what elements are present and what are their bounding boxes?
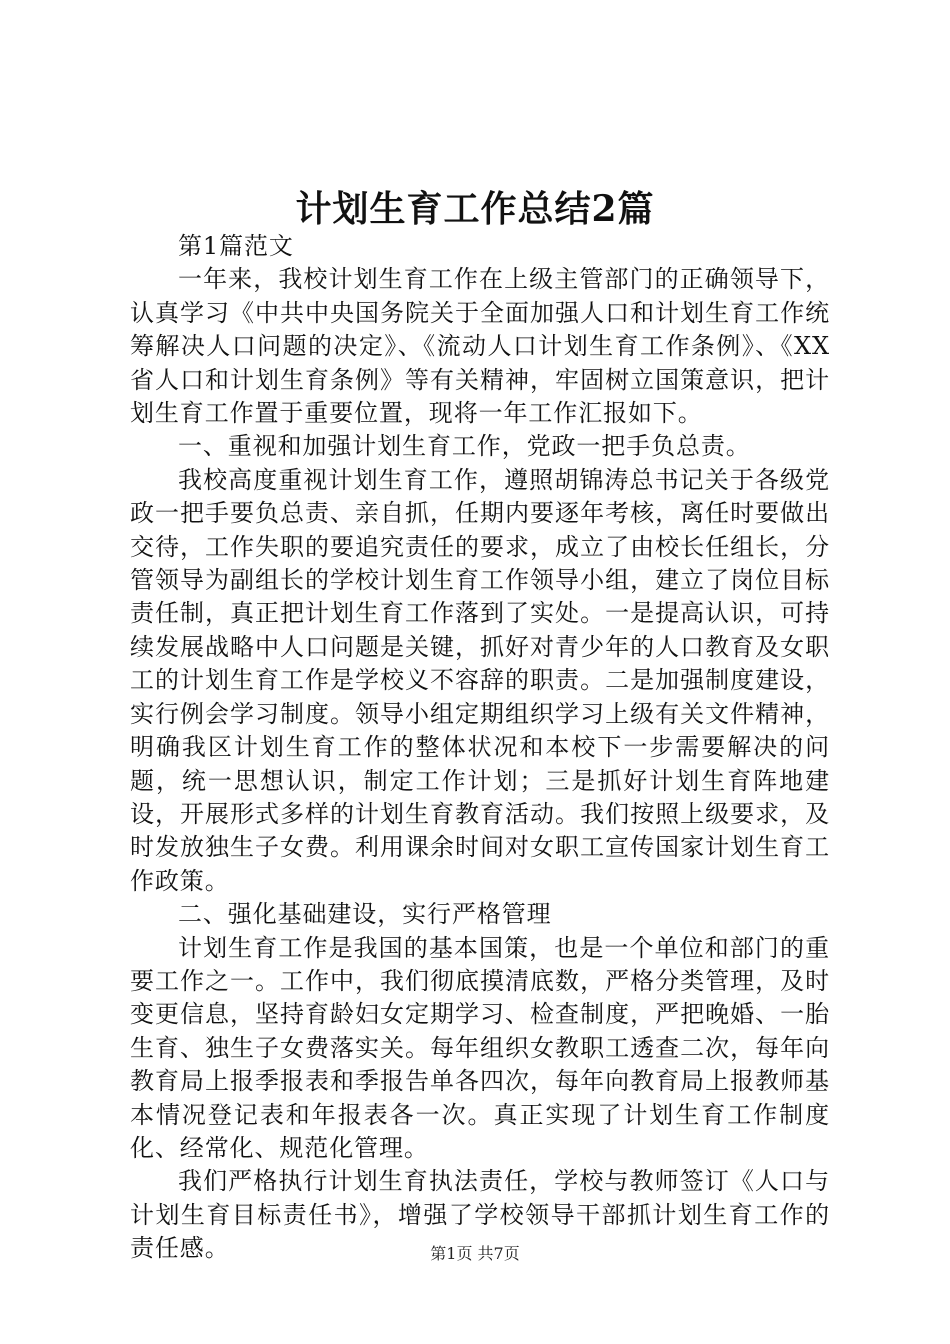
body-paragraph: 一年来，我校计划生育工作在上级主管部门的正确领导下，认真学习《中共中央国务院关于全面加强人口和计划生育工作统筹解决人口问题的决定》、《流动人口计划生育工作条例》、《XX省人口和计划生育条例》等有关精神，牢固树立国策意识，把计划生育工作置于重要位置，现将一年工作汇报如下。 [130,265,830,428]
body-paragraph: 我校高度重视计划生育工作，遵照胡锦涛总书记关于各级党政一把手要负总责、亲自抓，任期内要逐年考核，离任时要做出交待，工作失职的要追究责任的要求，成立了由校长任组长，分管领导为副组长的学校计划生育工作领导小组，建立了岗位目标责任制，真正把计划生育工作落到了实处。一是提高认识，可持续发展战略中人口问题是关键，抓好对青少年的人口教育及女职工的计划生育工作是学校义不容辞的职责。二是加强制度建设，实行例会学习制度。领导小组定期组织学习上级有关文件精神，明确我区计划生育工作的整体状况和本校下一步需要解决的问题，统一思想认识，制定工作计划；三是抓好计划生育阵地建设，开展形式多样的计划生育教育活动。我们按照上级要求，及时发放独生子女费。利用课余时间对女职工宣传国家计划生育工作政策。 [130,465,830,895]
section-label: 第1篇范文 [178,232,294,260]
document-title: 计划生育工作总结2篇 [295,188,655,230]
section-heading: 二、强化基础建设，实行严格管理 [178,900,552,929]
page-number-footer: 第1页 共7页 [430,1244,520,1263]
section-heading: 一、重视和加强计划生育工作，党政一把手负总责。 [178,432,751,461]
body-paragraph: 我们严格执行计划生育执法责任，学校与教师签订《人口与计划生育目标责任书》，增强了学校领导干部抓计划生育工作的责任感。 [130,1167,830,1263]
body-paragraph: 计划生育工作是我国的基本国策，也是一个单位和部门的重要工作之一。工作中，我们彻底摸清底数，严格分类管理，及时变更信息，坚持育龄妇女定期学习、检查制度，严把晚婚、一胎生育、独生子女费落实关。每年组织女教职工透查二次，每年向教育局上报季报表和季报告单各四次，每年向教育局上报教师基本情况登记表和年报表各一次。真正实现了计划生育工作制度化、经常化、规范化管理。 [130,933,830,1162]
document-body [130,230,830,1266]
